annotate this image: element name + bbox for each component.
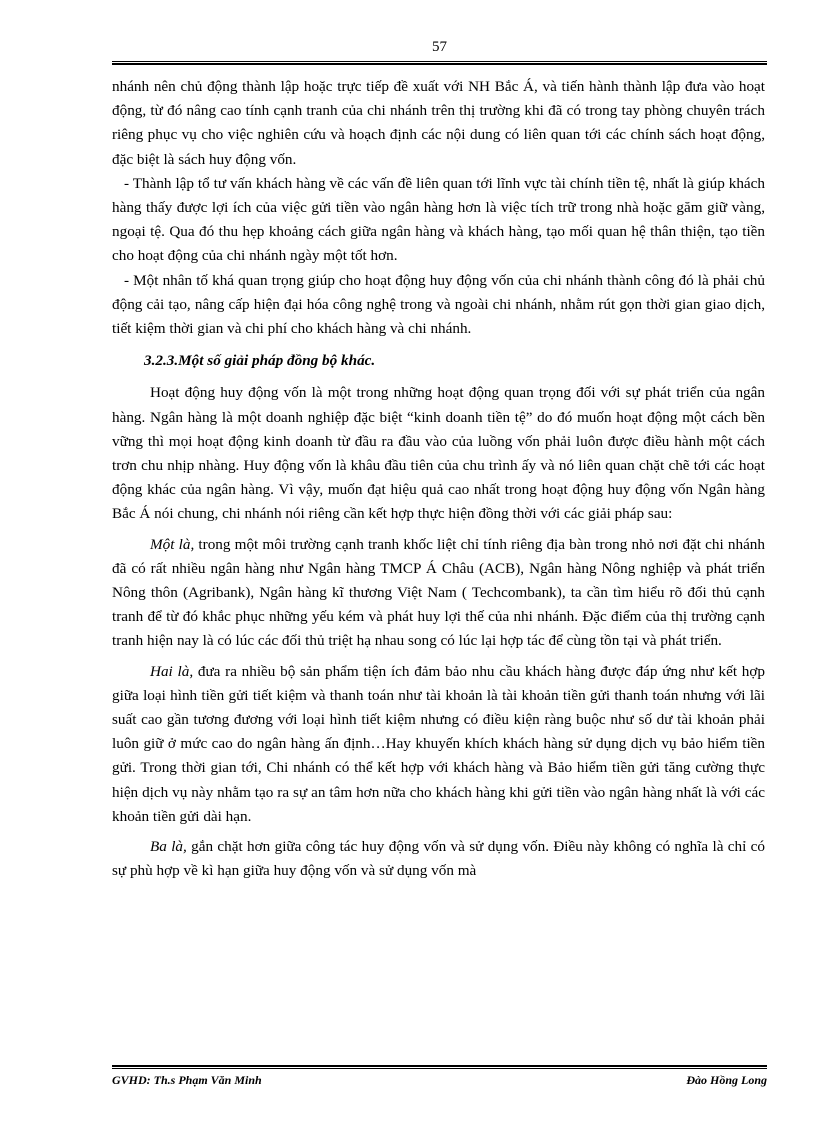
section-heading: 3.2.3.Một số giải pháp đồng bộ khác. (144, 352, 376, 370)
text-third: gắn chặt hơn giữa công tác huy động vốn và sử dụng vốn. Điều này không có nghĩa là chỉ có sự phù hợp về kì hạn giữa huy động vốn và sử dụng vốn mà (112, 838, 766, 880)
header-divider (112, 61, 767, 65)
text-first: trong một môi trường cạnh tranh khốc liệt chỉ tính riêng địa bàn trong nhỏ nơi đặt chi nhánh đã có rất nhiều ngân hàng như Ngân hàng TMCP Á Châu (ACB), Ngân hàng Nông nghiệp và phát triển Nông thôn (Agribank), Ngân hàng kĩ thương Việt Nam ( Techcombank), ta cần tìm hiểu rõ đối thủ cạnh tranh để từ đó khắc phục những yếu kém và phát huy lợi thế của nhi nhánh. Đặc điểm của thị trường cạnh tranh hiện nay là có lúc các đối thủ triệt hạ nhau song có lúc lại hợp tác để cùng tồn tại và phát triển. (112, 535, 765, 650)
lead-first: Một là, (150, 535, 195, 553)
paragraph-advisory-team: - Thành lập tổ tư vấn khách hàng về các vấn đề liên quan tới lĩnh vực tài chính tiền tệ, nhất là giúp khách hàng thấy được lợi ích của việc gửi tiền vào ngân hàng hơn là việc tích trữ trong nhà hoặc găm giữ vàng, ngoại tệ. Qua đó thu hẹp khoảng cách giữa ngân hàng và khách hàng, tạo mối quan hệ thân thiện, tạo tiền cho hoạt động của chi nhánh ngày một tốt hơn. (112, 174, 765, 265)
lead-second: Hai là, (150, 662, 194, 680)
footer-author: Đào Hồng Long (686, 1073, 767, 1087)
paragraph-first-solution (112, 533, 765, 654)
text-second: đưa ra nhiều bộ sản phẩm tiện ích đảm bảo nhu cầu khách hàng được đáp ứng như kết hợp giữa loại hình tiền gửi tiết kiệm và thanh toán như tài khoản là tài khoản tiền gửi thanh toán nhưng với lãi suất cao gần tương đương với loại hình tiết kiệm nhưng có điều kiện ràng buộc như số dư tài khoản phải luôn giữ ở mức cao do ngân hàng ấn định…Hay khuyến khích khách hàng sử dụng dịch vụ bảo hiểm tiền gửi. Trong thời gian tới, Chi nhánh có thể kết hợp với khách hàng và Bảo hiểm tiền gửi tăng cường thực hiện dịch vụ này nhằm tạo ra sự an tâm hơn nữa cho khách hàng khi gửi tiền vào ngân hàng nhất là với các khoản tiền gửi dài hạn. (112, 662, 765, 825)
page-number: 57 (432, 39, 447, 55)
paragraph-technology: - Một nhân tố khá quan trọng giúp cho hoạt động huy động vốn của chi nhánh thành công đó là phải chủ động cải tạo, nâng cấp hiện đại hóa công nghệ trong và ngoài chi nhánh, nhằm rút gọn thời gian giao dịch, tiết kiệm thời gian và chi phí cho khách hàng và chi nhánh. (112, 271, 765, 338)
lead-third: Ba là, (150, 838, 187, 856)
paragraph-third-solution (112, 835, 765, 883)
body-text (112, 75, 765, 884)
footer-divider (112, 1065, 767, 1069)
paragraph-continuation: nhánh nên chủ động thành lập hoặc trực tiếp đề xuất với NH Bắc Á, và tiến hành thành lập đưa vào hoạt động, từ đó nâng cao tính cạnh tranh của chi nhánh trên thị trường khi đã có trong tay phòng chuyên trách riêng phục vụ cho việc nghiên cứu và hoạch định các nội dung có liên quan tới các chính sách hoạt động, đặc biệt là sách huy động vốn. (112, 78, 765, 168)
footer-supervisor: GVHD: Th.s Phạm Văn Minh (112, 1073, 262, 1087)
paragraph-second-solution (112, 660, 765, 829)
document-page (112, 33, 767, 1094)
paragraph-intro: Hoạt động huy động vốn là một trong những hoạt động quan trọng đối với sự phát triển của ngân hàng. Ngân hàng là một doanh nghiệp đặc biệt “kinh doanh tiền tệ” do đó muốn hoạt động một cách bền vững thì mọi hoạt động kinh doanh từ đầu ra đầu vào của luồng vốn phải luôn được điều hành một cách trơn chu nhịp nhàng. Huy động vốn là khâu đầu tiên của chu trình ấy và nó liên quan chặt chẽ tới các hoạt động khác của ngân hàng. Vì vậy, muốn đạt hiệu quả cao nhất trong hoạt động huy động vốn Ngân hàng Bắc Á nói chung, chi nhánh nói riêng cần kết hợp thực hiện đồng thời với các giải pháp sau: (112, 384, 765, 523)
